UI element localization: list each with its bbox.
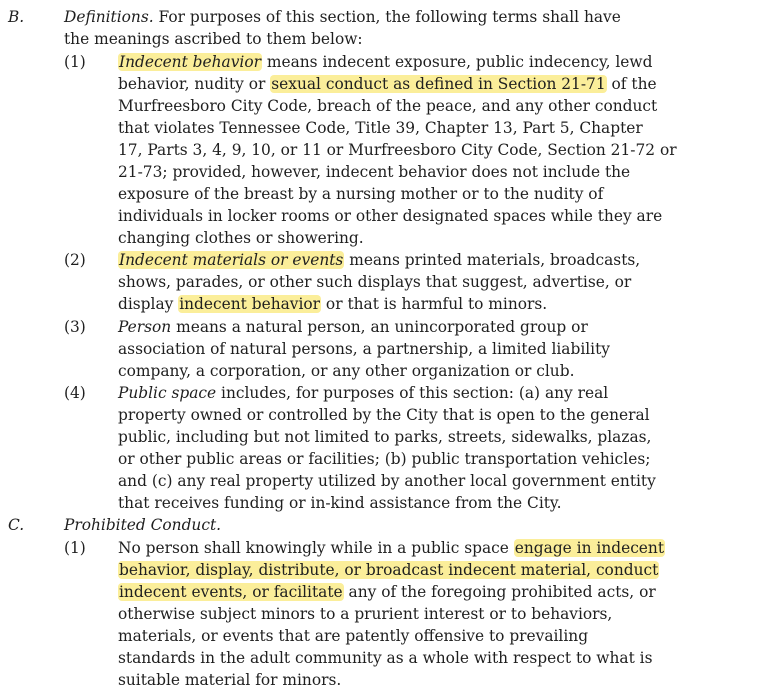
prohibition-line: materials, or events that are patently offensive to prevailing [118,627,589,645]
highlight-behavior-display-distribute: behavior, display, distribute, or broadcast indecent material, conduct [119,561,659,579]
item-number: (1) [64,53,86,71]
prohibition-line: indecent events, or facilitate any of the foregoing prohibited acts, or [119,583,656,601]
definition-line: individuals in locker rooms or other designated spaces while they are [118,207,663,225]
term-indecent-materials-or-events: Indecent materials or events [119,251,344,269]
definition-line: Person means a natural person, an unincorporated group or [118,318,588,336]
highlight-indecent-behavior: indecent behavior [179,295,321,313]
definition-line: association of natural persons, a partnership, a limited liability [118,340,610,358]
definition-line: changing clothes or showering. [118,229,364,247]
section-b-heading: Definitions. [64,8,154,26]
section-b-letter: B. [8,8,25,26]
definition-line: shows, parades, or other such displays that suggest, advertise, or [118,273,632,291]
definition-line: that receives funding or in-kind assistance from the City. [118,494,562,512]
item-number: (3) [64,318,86,336]
highlight-section-21-71: sexual conduct as defined in Section 21-71 [271,75,606,93]
prohibition-line [118,559,659,581]
definition-line: exposure of the breast by a nursing mother or to the nudity of [118,185,604,203]
definition-line: 17, Parts 3, 4, 9, 10, or 11 or Murfreesboro City Code, Section 21-72 or [118,141,677,159]
section-c-letter: C. [8,516,25,534]
definition-line: Murfreesboro City Code, breach of the peace, and any other conduct [118,97,658,115]
definition-line: property owned or controlled by the City that is open to the general [118,406,650,424]
prohibition-line: standards in the adult community as a whole with respect to what is [118,649,653,667]
item-number: (1) [64,539,86,557]
definition-line: Indecent materials or events means printed materials, broadcasts, [119,251,641,269]
definition-line: Public space includes, for purposes of this section: (a) any real [118,384,609,402]
definition-line: and (c) any real property utilized by another local government entity [118,472,656,490]
term-public-space: Public space [118,384,217,402]
definition-line: company, a corporation, or any other organization or club. [118,362,575,380]
definition-line: public, including but not limited to parks, streets, sidewalks, plazas, [118,428,652,446]
definition-line: behavior, nudity or sexual conduct as defined in Section 21-71 of the [118,75,657,93]
section-b-intro-line-1: Definitions. For purposes of this section, the following terms shall have [64,8,621,26]
term-indecent-behavior: Indecent behavior [119,53,261,71]
term-person: Person [118,318,172,336]
section-b-intro-line-2: the meanings ascribed to them below: [64,30,363,48]
item-number: (4) [64,384,86,402]
prohibition-line: suitable material for minors. [118,671,342,689]
prohibition-line: No person shall knowingly while in a public space engage in indecent [118,539,665,557]
section-c-heading: Prohibited Conduct. [64,516,222,534]
definition-line: that violates Tennessee Code, Title 39, Chapter 13, Part 5, Chapter [118,119,643,137]
prohibition-line: otherwise subject minors to a prurient interest or to behaviors, [118,605,613,623]
definition-line: display indecent behavior or that is harmful to minors. [118,295,548,313]
definition-line: 21-73; provided, however, indecent behavior does not include the [118,163,631,181]
item-number: (2) [64,251,86,269]
highlight-indecent-events-facilitate: indecent events, or facilitate [119,583,343,601]
definition-line: or other public areas or facilities; (b) public transportation vehicles; [118,450,651,468]
highlight-engage-in-indecent: engage in indecent [514,539,665,557]
definition-line: Indecent behavior means indecent exposure, public indecency, lewd [119,53,653,71]
